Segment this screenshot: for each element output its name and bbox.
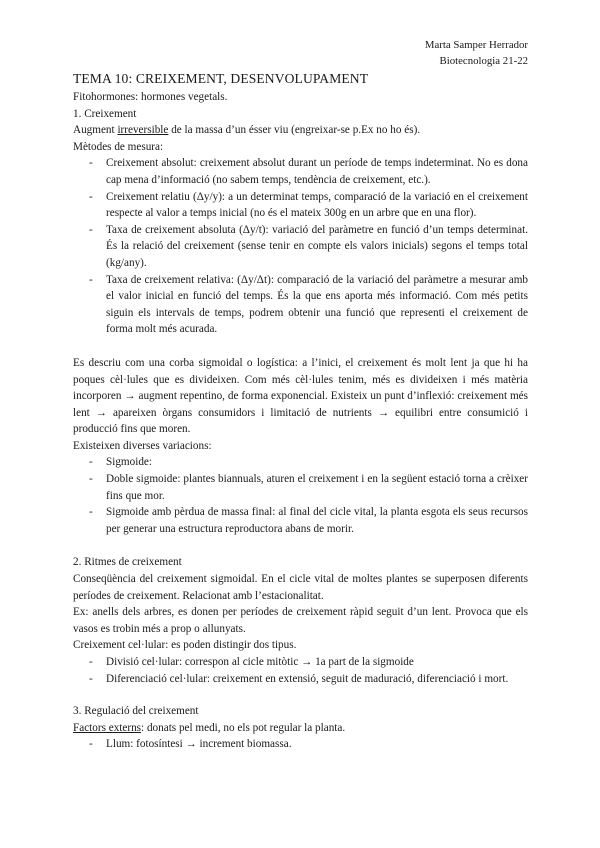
- irreversible-term: irreversible: [117, 124, 169, 137]
- external-factors-list: [73, 736, 528, 753]
- spacer: [73, 338, 528, 355]
- external-factors-line: Factors externs: donats pel medi, no els pot regular la planta.: [73, 721, 346, 734]
- cell-growth-label: Creixement cel·lular: es poden distingir dos tipus.: [73, 639, 297, 652]
- methods-label: Mètodes de mesura:: [73, 140, 164, 153]
- list-item: - Llum: fotosíntesi → increment biomassa.: [73, 736, 528, 753]
- methods-list: [73, 155, 528, 338]
- document-body: [73, 70, 528, 753]
- variations-label: Existeixen diverses variacions:: [73, 439, 212, 452]
- rhythms-paragraph-2: Ex: anells dels arbres, es donen per períodes de creixement ràpid seguit d’un lent. Provoca que els vasos es trobin més a prop o allunyats.: [73, 606, 528, 635]
- subtitle: Fitohormones: hormones vegetals.: [73, 91, 228, 103]
- course-name: Biotecnologia 21-22: [439, 55, 528, 67]
- page-title: TEMA 10: CREIXEMENT, DESENVOLUPAMENT: [73, 71, 369, 86]
- spacer: [73, 537, 528, 554]
- author-name: Marta Samper Herrador: [424, 39, 528, 51]
- list-item: - Creixement relatiu (Δy/y): a un determinat temps, comparació de la variació en el creixement respecte al valor a temps inicial (no és el mateix 300g en un arbre que en una flor).: [73, 189, 528, 222]
- list-item: - Taxa de creixement relativa: (Δy/Δt): comparació de la variació del paràmetre a mesurar amb el valor inicial en funció del temps. És la que ens aporta més informació. Com més petits siguin els intervals de temps, podrem obtenir una funció que representi el creixement de forma molt més acurada.: [73, 272, 528, 338]
- rhythms-paragraph-1: Conseqüència del creixement sigmoidal. En el cicle vital de moltes plantes se superposen diferents períodes de creixement. Relacionat amb l’estacionalitat.: [73, 573, 528, 602]
- cell-growth-list: [73, 654, 528, 687]
- variations-list: [73, 454, 528, 537]
- list-item: - Creixement absolut: creixement absolut durant un període de temps indeterminat. No es dona cap mena d’informació (no sabem temps, tendència de creixement, etc.).: [73, 155, 528, 188]
- list-item: - Taxa de creixement absoluta (Δy/t): variació del paràmetre en funció d’un temps determinat. És la relació del creixement (sense tenir en compte els valors inicials) segons el temps total (kg/any).: [73, 222, 528, 272]
- list-item: - Doble sigmoide: plantes biannuals, aturen el creixement i en la següent estació torna a crèixer fins que mor.: [73, 471, 528, 504]
- list-item: - Sigmoide amb pèrdua de massa final: al final del cicle vital, la planta esgota els seus recursos per generar una estructura reproductora abans de morir.: [73, 504, 528, 537]
- section-3-heading: 3. Regulació del creixement: [73, 705, 199, 718]
- section-1-heading: 1. Creixement: [73, 107, 137, 120]
- list-item: - Diferenciació cel·lular: creixement en extensió, seguit de maduració, diferenciació i mort.: [73, 671, 528, 688]
- list-item: - Sigmoide:: [73, 454, 528, 471]
- growth-definition: Augment irreversible de la massa d’un ésser viu (engreixar-se p.Ex no ho és).: [73, 124, 421, 137]
- sigmoid-curve-paragraph: Es descriu com una corba sigmoidal o logística: a l’inici, el creixement és molt lent ja que hi ha poques cèl·lules que es divideixen. Com més cèl·lules tenim, més es divideixen i més matèria incorporen → augment repentino, de forma exponencial. Existeix un punt d’inflexió: creixement més lent → apareixen òrgans consumidors i limitació de nutrients → equilibri entre consumició i producció fins que moren.: [73, 356, 528, 436]
- external-factors-term: Factors externs: [73, 721, 142, 734]
- spacer: [73, 687, 528, 703]
- page-header: [425, 37, 528, 69]
- section-2-heading: 2. Ritmes de creixement: [73, 556, 182, 569]
- list-item: - Divisió cel·lular: correspon al cicle mitòtic → 1a part de la sigmoide: [73, 654, 528, 671]
